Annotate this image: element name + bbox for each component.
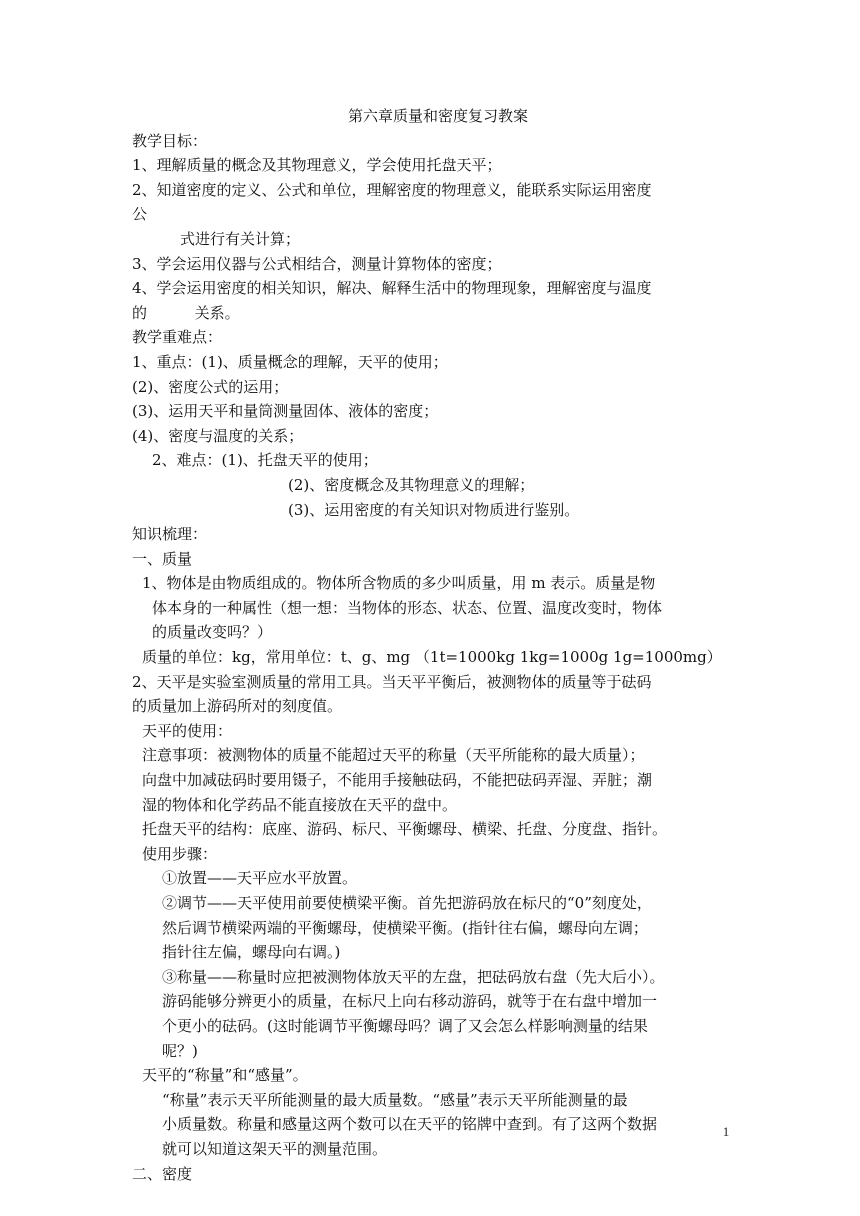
mass-units: 质量的单位：kg，常用单位：t、g、mg （1t=1000kg 1kg=1000g 1g=1000mg）	[142, 648, 722, 667]
step-weighing-line-1: ③称量——称量时应把被测物体放天平的左盘，把砝码放右盘（先大后小）。	[162, 967, 665, 986]
balance-notes-line-3: 湿的物体和化学药品不能直接放在天平的盘中。	[142, 795, 458, 814]
section-heading-mass: 一、质量	[132, 549, 193, 568]
step-adjustment-line-3: 指针往左偏，螺母向右调。)	[162, 943, 341, 962]
capacity-paragraph-line-2: 小质量数。称量和感量这两个数可以在天平的铭牌中查到。有了这两个数据	[162, 1115, 658, 1134]
key-point-2: (2)、密度公式的运用；	[132, 377, 289, 396]
difficulty-2: (2)、密度概念及其物理意义的理解；	[288, 475, 535, 494]
capacity-sensitivity-heading: 天平的“称量”和“感量”。	[142, 1066, 308, 1085]
section-heading-objectives: 教学目标：	[132, 131, 208, 150]
capacity-paragraph-line-3: 就可以知道这架天平的测量范围。	[162, 1139, 388, 1158]
balance-notes-line-1: 注意事项：被测物体的质量不能超过天平的称量（天平所能称的最大质量）；	[142, 746, 645, 765]
balance-paragraph-line-2: 的质量加上游码所对的刻度值。	[132, 697, 343, 716]
document-body	[132, 104, 744, 1186]
objective-2-wrap: 公	[132, 205, 148, 224]
step-placement: ①放置——天平应水平放置。	[162, 869, 358, 888]
section-heading-key-points: 教学重难点：	[132, 328, 223, 347]
balance-paragraph-line-1: 2、天平是实验室测质量的常用工具。当天平平衡后，被测物体的质量等于砝码	[132, 672, 652, 691]
section-heading-knowledge: 知识梳理：	[132, 525, 208, 544]
page-number: 1	[722, 1124, 730, 1139]
step-weighing-line-2: 游码能够分辨更小的质量，在标尺上向右移动游码，就等于在右盘中增加一	[162, 992, 658, 1011]
mass-paragraph-line-1: 1、物体是由物质组成的。物体所含物质的多少叫质量，用 m 表示。质量是物	[142, 574, 656, 593]
section-heading-density: 二、密度	[132, 1164, 193, 1183]
objective-2-continued: 式进行有关计算；	[180, 229, 301, 248]
capacity-paragraph-line-1: “称量”表示天平所能测量的最大质量数。“感量”表示天平所能测量的最	[162, 1090, 628, 1109]
balance-notes-line-2: 向盘中加减砝码时要用镊子，不能用手接触砝码，不能把砝码弄湿、弄脏；潮	[142, 771, 653, 790]
step-weighing-line-4: 呢？)	[162, 1041, 198, 1060]
key-point-1: 1、重点：(1)、质量概念的理解，天平的使用；	[132, 352, 448, 371]
document-title: 第六章质量和密度复习教案	[347, 107, 528, 125]
objective-4-continued: 的 关系。	[132, 303, 240, 322]
mass-paragraph-line-3: 的质量改变吗？）	[152, 623, 273, 642]
difficulty-1: 2、难点：(1)、托盘天平的使用；	[152, 451, 378, 470]
balance-usage-heading: 天平的使用：	[142, 721, 233, 740]
objective-2: 2、知道密度的定义、公式和单位，理解密度的物理意义，能联系实际运用密度	[132, 180, 652, 199]
objective-3: 3、学会运用仪器与公式相结合，测量计算物体的密度；	[132, 254, 502, 273]
objective-1: 1、理解质量的概念及其物理意义，学会使用托盘天平；	[132, 156, 502, 175]
step-adjustment-line-1: ②调节——天平使用前要使横梁平衡。首先把游码放在标尺的“0”刻度处，	[162, 894, 652, 912]
step-adjustment-line-2: 然后调节横梁两端的平衡螺母，使横梁平衡。(指针往右偏，螺母向左调；	[162, 918, 648, 937]
usage-steps-heading: 使用步骤：	[142, 844, 218, 863]
key-point-3: (3)、运用天平和量筒测量固体、液体的密度；	[132, 402, 439, 421]
difficulty-3: (3)、运用密度的有关知识对物质进行鉴别。	[288, 500, 580, 519]
balance-structure: 托盘天平的结构：底座、游码、标尺、平衡螺母、横梁、托盘、分度盘、指针。	[142, 820, 668, 839]
key-point-4: (4)、密度与温度的关系；	[132, 426, 304, 445]
mass-paragraph-line-2: 体本身的一种属性（想一想：当物体的形态、状态、位置、温度改变时，物体	[152, 598, 663, 617]
step-weighing-line-3: 个更小的砝码。(这时能调节平衡螺母吗？调了又会怎么样影响测量的结果	[162, 1016, 648, 1035]
objective-4: 4、学会运用密度的相关知识，解决、解释生活中的物理现象，理解密度与温度	[132, 279, 652, 298]
